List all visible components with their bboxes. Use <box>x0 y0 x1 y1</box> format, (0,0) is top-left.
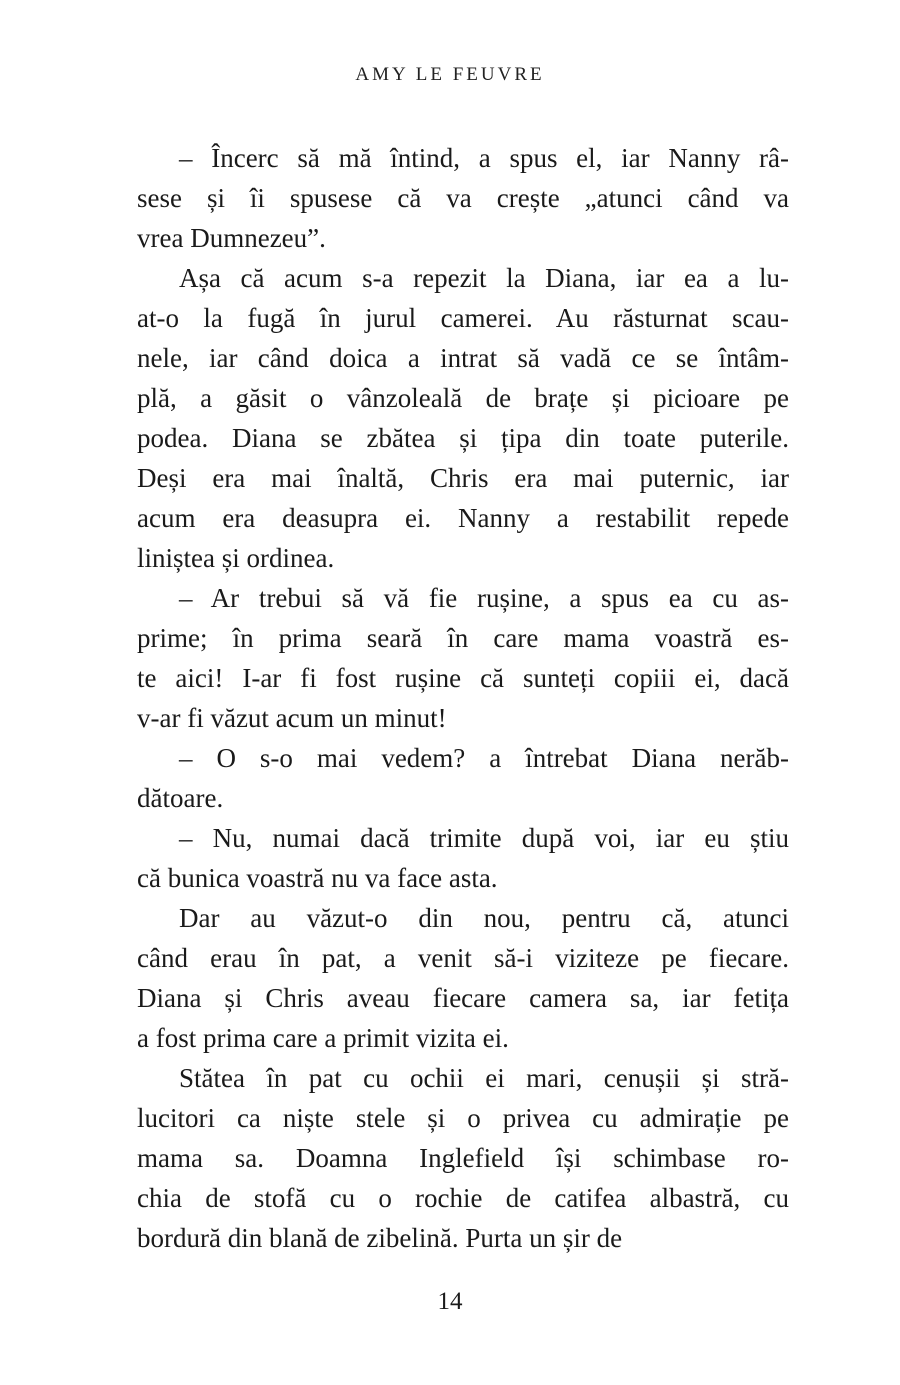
text-line: Deși era mai înaltă, Chris era mai puternic, iar <box>137 463 789 493</box>
running-header: AMY LE FEUVRE <box>355 64 545 85</box>
page-number: 14 <box>437 1288 463 1315</box>
text-line: Stătea în pat cu ochii ei mari, cenușii și stră- <box>179 1063 789 1093</box>
text-line: Așa că acum s-a repezit la Diana, iar ea a lu- <box>179 263 789 293</box>
body-text-block <box>137 138 789 1258</box>
text-line: – O s-o mai vedem? a întrebat Diana nerăb- <box>179 743 789 773</box>
text-line: v-ar fi văzut acum un minut! <box>137 703 447 733</box>
text-line: că bunica voastră nu va face asta. <box>137 863 498 893</box>
text-line: podea. Diana se zbătea și țipa din toate puterile. <box>137 423 789 453</box>
paragraph <box>137 738 789 818</box>
text-line: liniștea și ordinea. <box>137 543 335 573</box>
text-line: a fost prima care a primit vizita ei. <box>137 1023 509 1053</box>
text-line: Dar au văzut-o din nou, pentru că, atunci <box>179 903 789 933</box>
text-line: – Încerc să mă întind, a spus el, iar Nanny râ- <box>179 143 789 173</box>
text-line: dătoare. <box>137 783 224 813</box>
text-line: când erau în pat, a venit să-i viziteze pe fiecare. <box>137 943 789 973</box>
text-line: Diana și Chris aveau fiecare camera sa, iar fetița <box>137 983 789 1013</box>
paragraph <box>137 818 789 898</box>
text-line: bordură din blană de zibelină. Purta un șir de <box>137 1223 623 1253</box>
text-line: sese și îi spusese că va crește „atunci când va <box>137 183 789 213</box>
text-line: nele, iar când doica a intrat să vadă ce se întâm- <box>137 343 789 373</box>
text-line: mama sa. Doamna Inglefield își schimbase ro- <box>137 1143 789 1173</box>
paragraph <box>137 578 789 738</box>
paragraph <box>137 898 789 1058</box>
text-line: – Ar trebui să vă fie rușine, a spus ea cu as- <box>179 583 789 613</box>
text-line: vrea Dumnezeu”. <box>137 223 326 253</box>
paragraph <box>137 1058 789 1258</box>
text-line: acum era deasupra ei. Nanny a restabilit repede <box>137 503 789 533</box>
text-line: lucitori ca niște stele și o privea cu admirație pe <box>137 1103 789 1133</box>
paragraph <box>137 138 789 258</box>
text-line: at-o la fugă în jurul camerei. Au răsturnat scau- <box>137 303 789 333</box>
text-line: te aici! I-ar fi fost rușine că sunteți copiii ei, dacă <box>137 663 789 693</box>
text-line: chia de stofă cu o rochie de catifea albastră, cu <box>137 1183 789 1213</box>
text-line: – Nu, numai dacă trimite după voi, iar eu știu <box>179 823 789 853</box>
text-line: prime; în prima seară în care mama voastră es- <box>137 623 789 653</box>
paragraph <box>137 258 789 578</box>
text-line: plă, a găsit o vânzoleală de brațe și picioare pe <box>137 383 789 413</box>
